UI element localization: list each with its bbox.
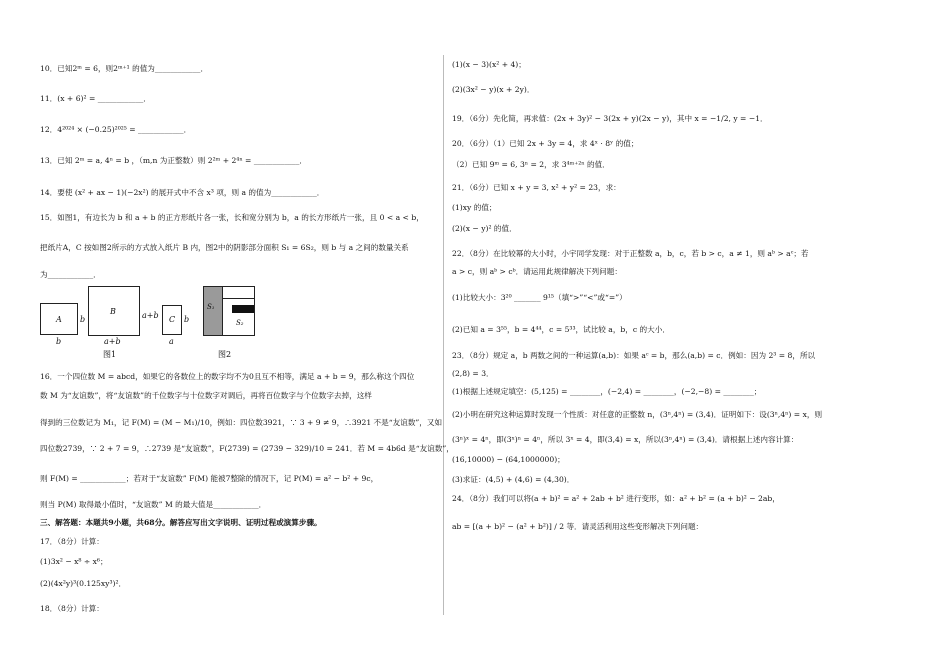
question-20-part-2: （2）已知 9ᵐ = 6, 3ⁿ = 2，求 3⁴ᵐ⁺²ⁿ 的值． — [452, 160, 610, 169]
question-21: 21．（6分）已知 x + y = 3, x² + y² = 23，求： — [452, 183, 621, 192]
question-16-line-4: 四位数2739，∵ 2 + 7 = 9，∴2739 是“友谊数”，F(2739) = (2739 − 329)/10 = 241．若 M = 4b6d 是“友谊数”， — [40, 444, 454, 453]
question-23-part-2-line-3: (16,10000) − (64,1000000)； — [452, 455, 565, 464]
figure-1-caption: 图1 — [103, 350, 117, 359]
question-16-line-2: 数 M 为“友谊数”，将“友谊数”的千位数字与十位数字对调后，再将百位数字与个位数字去掉，这样 — [40, 391, 372, 400]
question-16-line-1: 16．一个四位数 M = abcd，如果它的各数位上的数字均不为0且互不相等，满足 a + b = 9，那么称这个四位 — [40, 372, 415, 381]
question-16-line-3: 得到的三位数记为 M₁，记 F(M) = (M − M₁)/10，例如：四位数3921，∵ 3 + 9 ≠ 9，∴3921 不是“友谊数”，又如 — [40, 418, 443, 427]
question-18: 18．（8分）计算： — [40, 604, 104, 613]
question-17: 17．（8分）计算： — [40, 537, 104, 546]
question-23-part-1: (1)根据上述规定填空：(5,125) = ________，(−2,4) = ________，(−2,−8) = ________； — [452, 387, 762, 396]
label-c: C — [169, 315, 176, 324]
label-b-width: b — [56, 337, 62, 346]
inner-square-a — [222, 287, 254, 299]
question-24-line-2: ab = [(a + b)² − (a² + b²)] / 2 等．请灵活利用这些变形解决下列问题： — [452, 522, 704, 531]
question-23-line-2: (2,8) = 3． — [452, 369, 494, 378]
inner-rect-c — [222, 299, 232, 335]
question-10: 10．已知2ᵐ = 6，则2ᵐ⁺¹ 的值为____________． — [40, 64, 209, 73]
question-17-part-1: (1)3x² − x⁸ ÷ x⁶； — [40, 557, 108, 566]
question-15-figure — [40, 283, 280, 363]
figure-2-caption: 图2 — [218, 350, 232, 359]
section-three-heading: 三、解答题：本题共9小题，共68分。解答应写出文字说明、证明过程或演算步骤。 — [40, 518, 322, 527]
shaded-region-s1 — [204, 287, 222, 335]
question-22-line-2: a > c，则 aᵇ > cᵇ．请运用此规律解决下列问题： — [452, 267, 622, 276]
question-11: 11．(x + 6)² = ____________． — [40, 94, 151, 103]
question-21-part-2: (2)(x − y)² 的值． — [452, 224, 517, 233]
question-23-part-3: (3)求证：(4,5) + (4,6) = (4,30)． — [452, 475, 575, 484]
label-c-a: a — [169, 337, 174, 346]
label-s1: S₁ — [207, 303, 215, 311]
label-s2: S₂ — [236, 319, 244, 327]
question-24-line-1: 24．（8分）我们可以将(a + b)² = a² + 2ab + b² 进行变形，如：a² + b² = (a + b)² − 2ab， — [452, 494, 780, 503]
label-b: B — [110, 307, 116, 316]
question-21-part-1: (1)xy 的值； — [452, 203, 497, 212]
column-divider — [443, 55, 444, 615]
question-23-part-2-line-2: (3ⁿ)ˣ = 4ⁿ，即(3ˣ)ⁿ = 4ⁿ，所以 3ˣ = 4，即(3,4) = x，所以(3ⁿ,4ⁿ) = (3,4)．请根据上述内容计算： — [452, 435, 799, 444]
question-22-line-1: 22．（8分）在比较幂的大小时，小宇同学发现：对于正整数 a，b，c，若 b > c，a ≠ 1，则 aᵇ > aᶜ；若 — [452, 249, 809, 258]
question-16-line-6: 则当 P(M) 取得最小值时，“友谊数” M 的最大值是____________． — [40, 500, 267, 509]
question-15-line-1: 15．如图1，有边长为 b 和 a + b 的正方形纸片各一张，长和宽分别为 b，a 的长方形纸片一张，且 0 < a < b， — [40, 213, 424, 222]
label-a: A — [56, 315, 62, 324]
label-b-height: b — [80, 315, 86, 324]
question-19: 19．（6分）先化简，再求值：(2x + 3y)² − 3(2x + y)(2x − y)，其中 x = −1/2, y = −1． — [452, 114, 768, 123]
label-a-plus-b-side: a+b — [142, 311, 159, 320]
question-20-part-1: 20．（6分）（1）已知 2x + 3y = 4，求 4ˣ · 8ʸ 的值； — [452, 139, 639, 148]
label-a-plus-b-bottom: a+b — [104, 337, 121, 346]
question-17-part-2: (2)(4x²y)³(0.125xy³)²． — [40, 579, 127, 588]
label-c-b: b — [184, 315, 190, 324]
question-18-part-1: (1)(x − 3)(x² + 4)； — [452, 60, 526, 69]
question-13: 13．已知 2ᵐ = a, 4ⁿ = b ，（m,n 为正整数）则 2²ᵐ + 2⁴ⁿ = ____________． — [40, 156, 307, 165]
question-22-part-1: (1)比较大小：3²⁰ _______ 9¹⁵（填“>”“<”或“=”） — [452, 293, 627, 302]
question-15-line-3: 为____________． — [40, 270, 101, 279]
question-12: 12．4²⁰²⁴ × (−0.25)²⁰²⁵ = ____________． — [40, 125, 192, 134]
black-band — [232, 305, 254, 313]
question-16-line-5: 则 F(M) = ____________；若对于“友谊数” F(M) 能被7整除的情况下，记 P(M) = a² − b² + 9c， — [40, 474, 379, 483]
question-18-part-2: (2)(3x² − y)(x + 2y)． — [452, 85, 535, 94]
question-23-line-1: 23．（8分）规定 a，b 两数之间的一种运算(a,b)：如果 aᶜ = b，那么(a,b) = c．例如：因为 2³ = 8，所以 — [452, 351, 816, 360]
question-23-part-2-line-1: (2)小明在研究这种运算时发现一个性质：对任意的正整数 n，(3ⁿ,4ⁿ) = (3,4)．证明如下：设(3ⁿ,4ⁿ) = x，则 — [452, 410, 823, 419]
question-22-part-2: (2)已知 a = 3⁵⁵，b = 4⁴⁴，c = 5³³，试比较 a，b，c 的大小． — [452, 325, 670, 334]
question-14: 14．要使 (x² + ax − 1)(−2x²) 的展开式中不含 x³ 项，则 a 的值为____________． — [40, 188, 325, 197]
question-15-line-2: 把纸片A，C 按如图2所示的方式放入纸片 B 内，图2中的阴影部分面积 S₁ = 6S₂，则 b 与 a 之间的数量关系 — [40, 243, 409, 252]
